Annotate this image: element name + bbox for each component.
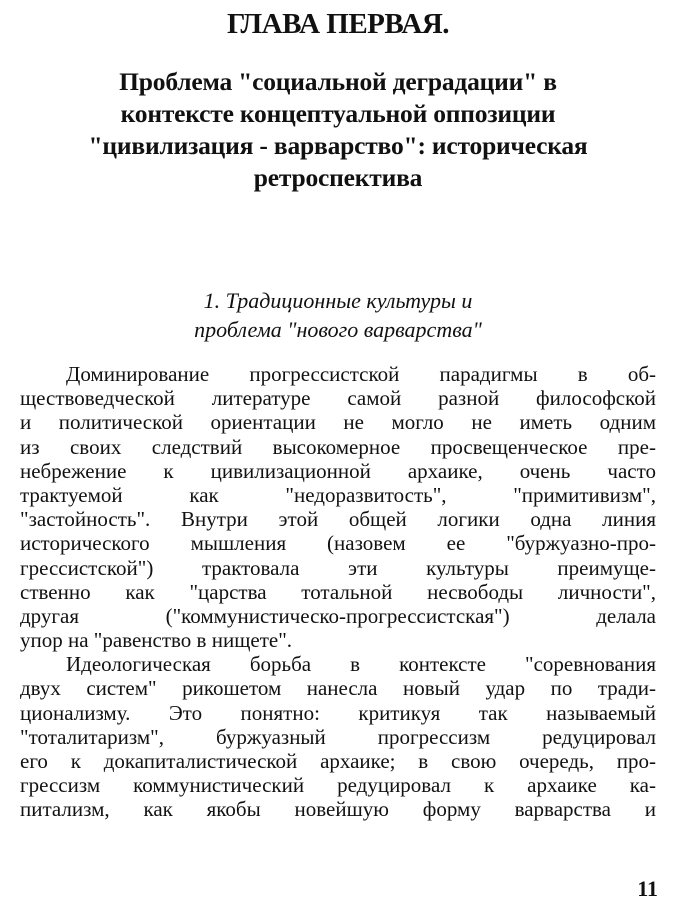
body-line: "тоталитаризм", буржуазный прогрессизм редуцировал xyxy=(20,724,656,749)
body-line: Идеологическая борьба в контексте "соревнования xyxy=(66,652,656,677)
chapter-heading: ГЛАВА ПЕРВАЯ. xyxy=(226,8,450,40)
body-line: Доминирование прогрессистской парадигмы в об- xyxy=(66,362,656,386)
body-line: ществоведческой литературе самой разной философской xyxy=(20,386,656,411)
body-line: двух систем" рикошетом нанесла новый удар по тради- xyxy=(20,676,656,701)
chapter-title-line: Проблема "социальной деградации" в xyxy=(119,67,557,96)
section-heading-line: проблема "нового варварства" xyxy=(194,317,482,342)
body-line: небрежение к цивилизационной архаике, очень часто xyxy=(20,458,656,483)
body-line: его к докапиталистической архаике; в свою очередь, про- xyxy=(20,749,656,773)
body-line: другая ("коммунистическо-прогрессистская") делала xyxy=(20,603,656,628)
body-line: грессистской") трактовала эти культуры преимуще- xyxy=(20,555,656,580)
body-text xyxy=(20,362,656,822)
section-heading-line: 1. Традиционные культуры и xyxy=(203,288,473,313)
chapter-title-line: "цивилизация - варварство": историческая xyxy=(88,131,588,160)
body-line: из своих следствий высокомерное просвещенческое пре- xyxy=(20,434,656,459)
chapter-title xyxy=(48,66,628,194)
body-line: упор на "равенство в нищете". xyxy=(20,628,293,653)
body-line: и политической ориентации не могло не иметь одним xyxy=(20,410,656,435)
body-line: ственно как "царства тотальной несвободы личности", xyxy=(20,579,656,604)
section-heading xyxy=(48,286,628,344)
body-line: трактуемой как "недоразвитость", "примитивизм", xyxy=(20,482,656,507)
body-line: исторического мышления (назовем ее "буржуазно-про- xyxy=(20,531,656,556)
body-line: питализм, как якобы новейшую форму варварства и xyxy=(20,797,656,822)
page-number: 11 xyxy=(637,876,658,901)
body-line: грессизм коммунистический редуцировал к архаике ка- xyxy=(20,773,656,798)
chapter-title-line: ретроспектива xyxy=(253,163,423,192)
body-line: ционализму. Это понятно: критикуя так называемый xyxy=(20,700,656,725)
body-line: "застойность". Внутри этой общей логики одна линия xyxy=(20,507,656,532)
chapter-title-line: контексте концептуальной оппозиции xyxy=(120,99,556,128)
